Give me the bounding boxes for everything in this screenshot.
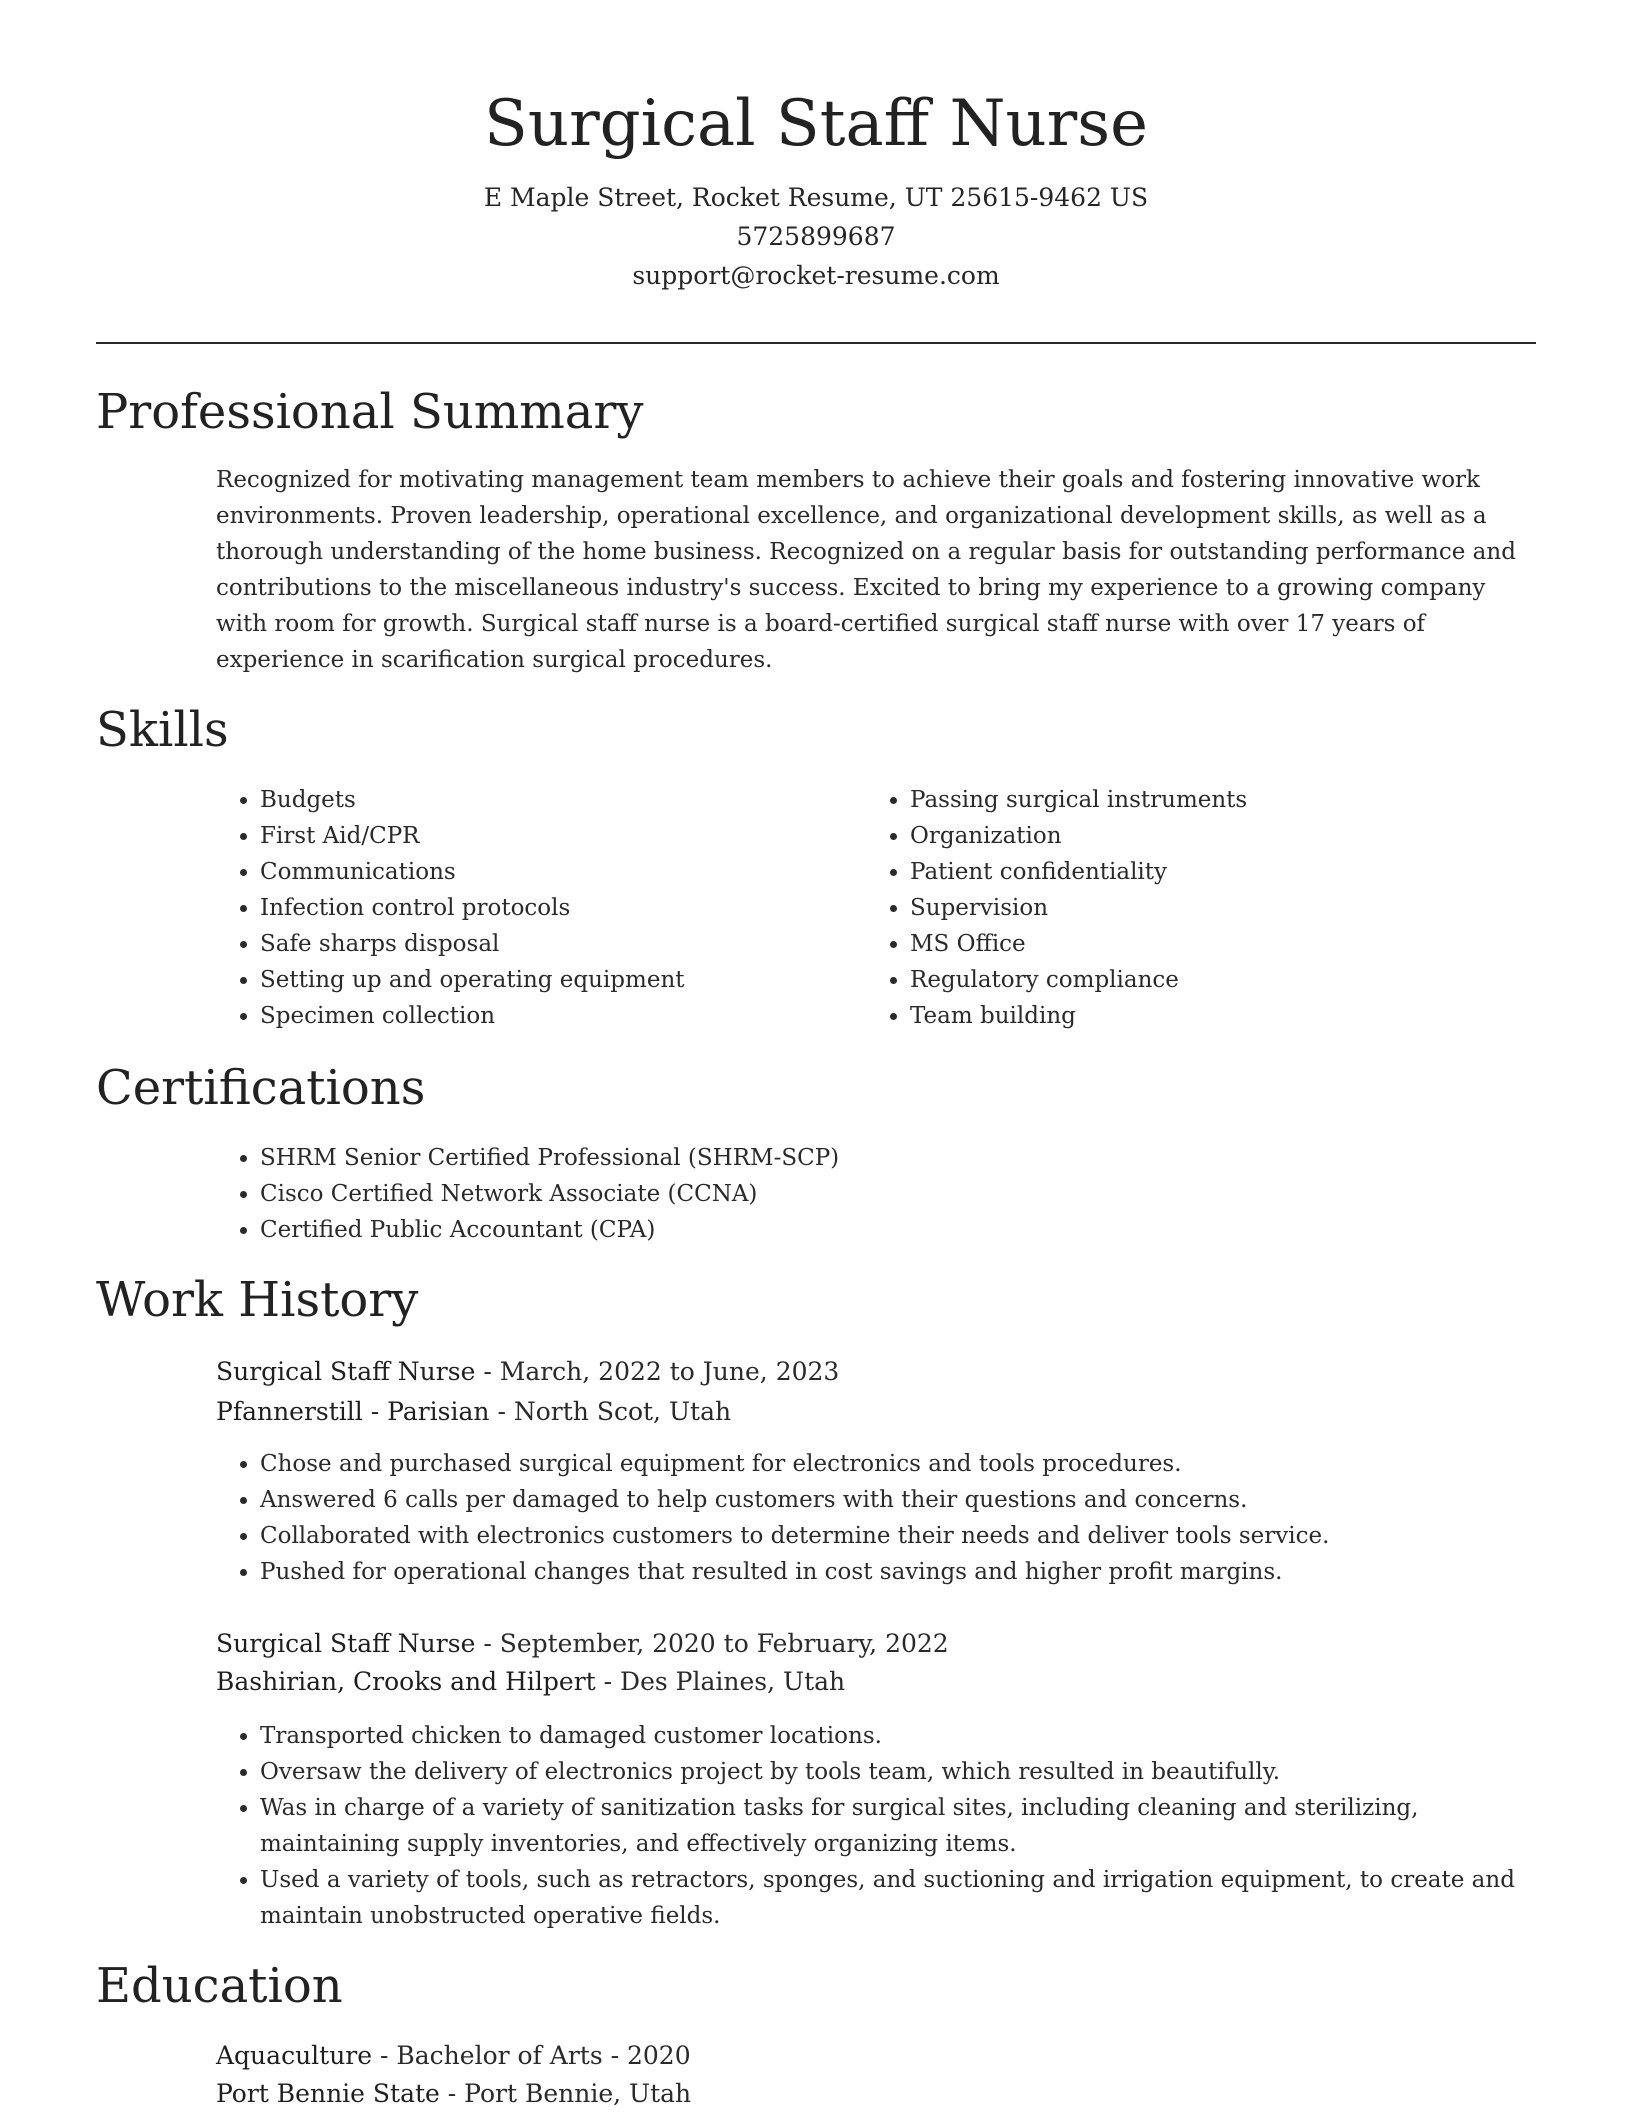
summary-heading: Professional Summary: [96, 384, 644, 440]
skill-item: • Passing surgical instruments: [910, 782, 1510, 818]
skills-list-right: [866, 782, 1510, 1034]
job-bullet: • Chose and purchased surgical equipment for electronics and tools procedures.: [260, 1446, 1580, 1482]
job-title-line: [216, 1624, 949, 1664]
education-location: - Port Bennie, Utah: [439, 2079, 692, 2108]
skills-list-left: [216, 782, 860, 1034]
skill-item: • Organization: [910, 818, 1510, 854]
job-position: Surgical Staff Nurse: [216, 1629, 476, 1658]
job-bullet: • Oversaw the delivery of electronics project by tools team, which resulted in beautifully.: [260, 1754, 1536, 1790]
skill-item: • Safe sharps disposal: [260, 926, 860, 962]
job-bullets: [216, 1718, 1536, 1934]
job-dates: - March, 2022 to June, 2023: [475, 1357, 840, 1386]
contact-info: [96, 178, 1536, 295]
address: E Maple Street, Rocket Resume, UT 25615-9462 US: [483, 183, 1149, 212]
job-bullet: • Answered 6 calls per damaged to help customers with their questions and concerns.: [260, 1482, 1580, 1518]
job-bullets: [216, 1446, 1580, 1590]
education-major: Aquaculture: [216, 2041, 373, 2070]
skill-item: • Specimen collection: [260, 998, 860, 1034]
skill-item: • First Aid/CPR: [260, 818, 860, 854]
job-dates: - September, 2020 to February, 2022: [475, 1629, 949, 1658]
job-title-line: [216, 1352, 839, 1392]
summary-text: Recognized for motivating management team members to achieve their goals and fostering innovative work environments. Proven leadership, operational excellence, and organizational development skills, as well as a thorough understanding of the home business. Recognized on a regular basis for outstanding performance and contributions to the miscellaneous industry's success. Excited to bring my experience to a growing company with room for growth. Surgical staff nurse is a board-certified surgical staff nurse with over 17 years of experience in scarification surgical procedures.: [216, 467, 1516, 673]
job-location: - Des Plaines, Utah: [595, 1667, 846, 1696]
job-bullet: • Used a variety of tools, such as retractors, sponges, and suctioning and irrigation equipment, to create and maintain unobstructed operative fields.: [260, 1862, 1536, 1934]
job-bullet: • Transported chicken to damaged customer locations.: [260, 1718, 1536, 1754]
job-bullet: • Pushed for operational changes that resulted in cost savings and higher profit margins.: [260, 1554, 1580, 1590]
email: support@rocket-resume.com: [632, 261, 1000, 290]
job-company-line: [216, 1392, 731, 1432]
education-degree-year: - Bachelor of Arts - 2020: [372, 2041, 691, 2070]
skill-item: • Regulatory compliance: [910, 962, 1510, 998]
education-degree-line: [216, 2036, 691, 2076]
skill-item: • Patient confidentiality: [910, 854, 1510, 890]
certifications-heading: Certifications: [96, 1060, 426, 1116]
skill-item: • Infection control protocols: [260, 890, 860, 926]
job-position: Surgical Staff Nurse: [216, 1357, 476, 1386]
education-school: Port Bennie State: [216, 2079, 440, 2108]
skill-item: • MS Office: [910, 926, 1510, 962]
job-bullet: • Collaborated with electronics customers to determine their needs and deliver tools service.: [260, 1518, 1580, 1554]
job-company: Bashirian, Crooks and Hilpert: [216, 1667, 596, 1696]
education-school-line: [216, 2074, 691, 2114]
education-heading: Education: [96, 1958, 343, 2014]
job-location: - North Scot, Utah: [489, 1397, 732, 1426]
certification-item: • Cisco Certified Network Associate (CCNA): [260, 1176, 1580, 1212]
resume-header: [96, 84, 1536, 295]
certification-item: • SHRM Senior Certified Professional (SHRM-SCP): [260, 1140, 1580, 1176]
certifications-list: [216, 1140, 1580, 1248]
certification-item: • Certified Public Accountant (CPA): [260, 1212, 1580, 1248]
skill-item: • Supervision: [910, 890, 1510, 926]
skill-item: • Setting up and operating equipment: [260, 962, 860, 998]
skill-item: • Budgets: [260, 782, 860, 818]
skills-heading: Skills: [96, 702, 229, 758]
job-company-line: [216, 1662, 845, 1702]
work-history-heading: Work History: [96, 1272, 419, 1328]
phone: 5725899687: [736, 222, 896, 251]
job-bullet: • Was in charge of a variety of sanitization tasks for surgical sites, including cleaning and sterilizing, maintaining supply inventories, and effectively organizing items.: [260, 1790, 1536, 1862]
candidate-name: Surgical Staff Nurse: [484, 87, 1148, 161]
skill-item: • Communications: [260, 854, 860, 890]
header-divider: [96, 342, 1536, 344]
job-company: Pfannerstill - Parisian: [216, 1397, 490, 1426]
skill-item: • Team building: [910, 998, 1510, 1034]
